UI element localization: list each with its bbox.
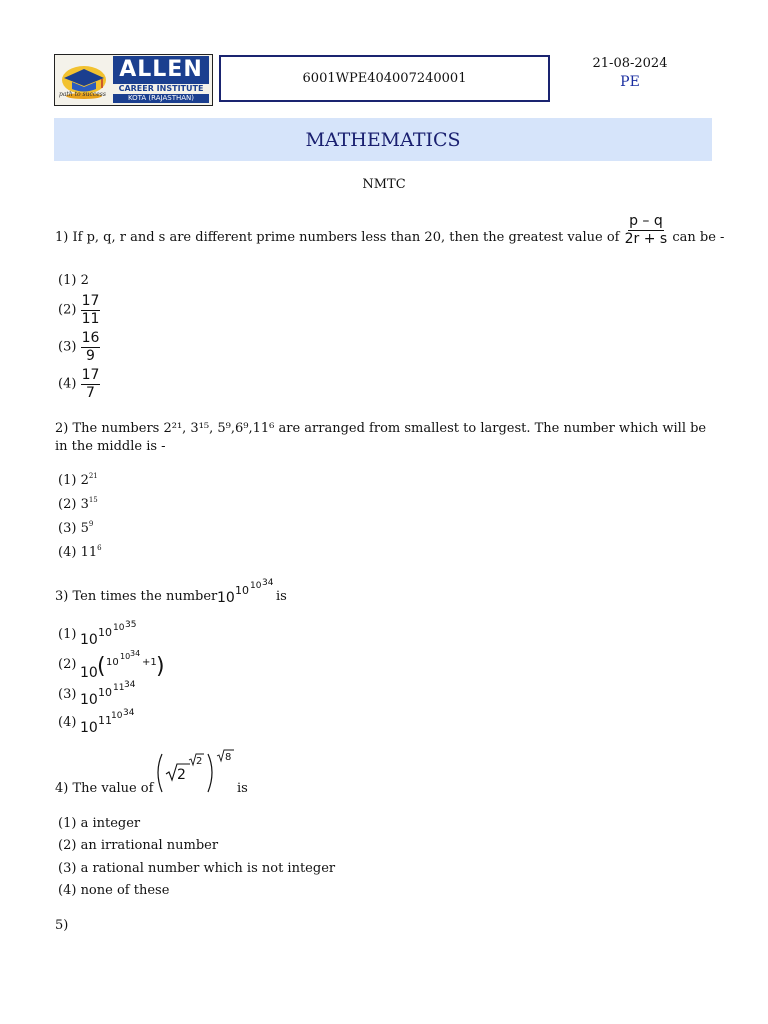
option-4 (58, 882, 169, 900)
question-number: 3) (55, 589, 69, 604)
question-text: Ten times the number (72, 589, 218, 604)
logo-brand: ALLEN (113, 56, 209, 84)
question-text-end: is (276, 589, 287, 604)
svg-text:+1: +1 (142, 657, 157, 668)
svg-text:2: 2 (177, 767, 186, 783)
option-label: (2) (58, 657, 77, 672)
institute-logo (54, 54, 213, 106)
fraction-denominator: 11 (81, 311, 100, 327)
option-label: (4) (58, 715, 77, 730)
svg-text:): ) (156, 654, 165, 679)
question-5: 5) (55, 918, 69, 933)
svg-text:10: 10 (80, 720, 98, 736)
question-1 (55, 213, 725, 255)
option-1-expression (80, 618, 140, 648)
logo-tagline: path to success (59, 91, 106, 98)
option-4-expression (80, 706, 140, 736)
question-text-end: can be - (672, 230, 725, 245)
logo-city: KOTA (RAJASTHAN) (113, 94, 209, 103)
option-label: (1) (58, 816, 77, 831)
fraction-numerator: 17 (81, 367, 100, 383)
svg-text:34: 34 (124, 680, 136, 690)
option-label: (3) (58, 339, 77, 355)
question-text: If p, q, r and s are different prime numbers less than 20, then the greatest value of (72, 230, 620, 245)
option-exponent: 9 (88, 520, 94, 528)
svg-text:10: 10 (80, 632, 98, 648)
option-2-expression (80, 647, 170, 681)
svg-text:8: 8 (225, 752, 232, 763)
question-number: 1) (55, 230, 69, 245)
option-4 (58, 367, 100, 402)
question-text-end: is (237, 781, 248, 796)
option-3 (58, 520, 93, 538)
svg-text:10: 10 (235, 584, 249, 597)
option-label: (2) (58, 838, 77, 853)
option-label: (4) (58, 545, 77, 560)
option-1 (58, 272, 89, 290)
option-1 (58, 815, 140, 833)
fraction-denominator: 2r + s (624, 231, 668, 247)
svg-text:10: 10 (98, 626, 112, 639)
option-text: a rational number which is not integer (80, 861, 336, 876)
logo-subtitle: CAREER INSTITUTE (118, 84, 204, 93)
option-base: 5 (80, 521, 89, 536)
fraction-numerator: 16 (81, 330, 100, 346)
option-label: (4) (58, 883, 77, 898)
svg-text:11: 11 (113, 683, 125, 693)
option-exponent: 15 (88, 496, 98, 504)
option-label: (2) (58, 302, 77, 318)
svg-text:10: 10 (80, 692, 98, 708)
question-text: The value of (72, 781, 154, 796)
option-1 (58, 472, 98, 490)
fraction-denominator: 9 (86, 348, 95, 364)
option-text: an irrational number (80, 838, 219, 853)
question-text: The numbers 2²¹, 3¹⁵, 5⁹,6⁹,11⁶ are arranged from smallest to largest. The number which will be in the middle is - (55, 421, 707, 454)
svg-text:34: 34 (262, 578, 274, 588)
fraction-numerator: p – q (629, 213, 663, 229)
option-base: 3 (80, 497, 89, 512)
svg-text:34: 34 (123, 708, 135, 718)
fraction (81, 293, 101, 328)
svg-text:10: 10 (250, 581, 262, 591)
svg-text:(: ( (97, 654, 106, 679)
sqrt-power-expression (152, 748, 238, 798)
svg-text:2: 2 (196, 756, 203, 767)
option-2 (58, 293, 100, 328)
fraction (81, 367, 101, 402)
option-base: 2 (80, 473, 89, 488)
option-label: (4) (58, 376, 77, 392)
option-4 (58, 544, 102, 562)
option-3 (58, 330, 100, 365)
svg-text:10: 10 (111, 711, 123, 721)
svg-text:10: 10 (98, 686, 112, 699)
svg-text:11: 11 (98, 714, 112, 727)
svg-text:10: 10 (106, 657, 119, 668)
option-text: none of these (80, 883, 170, 898)
svg-text:10: 10 (217, 590, 235, 606)
option-3-expression (80, 678, 140, 708)
power-tower-expression (217, 578, 277, 606)
section-title: NMTC (362, 177, 406, 192)
fraction (81, 330, 101, 365)
svg-text:10: 10 (80, 665, 98, 681)
question-3 (55, 588, 217, 606)
fraction-denominator: 7 (86, 385, 95, 401)
svg-text:35: 35 (125, 620, 137, 630)
fraction (624, 213, 669, 248)
option-3 (58, 860, 335, 878)
option-label: (3) (58, 861, 77, 876)
option-label: (1) (58, 473, 77, 488)
subject-heading: MATHEMATICS (54, 118, 712, 161)
option-value: 2 (80, 273, 89, 288)
option-label: (1) (58, 627, 77, 642)
option-2 (58, 837, 218, 855)
question-4 (55, 780, 153, 798)
question-number: 4) (55, 781, 69, 796)
question-2 (55, 420, 715, 456)
option-base: 11 (80, 545, 98, 560)
option-label: (1) (58, 273, 77, 288)
option-label: (3) (58, 521, 77, 536)
exam-date: 21-08-2024 (592, 56, 668, 71)
svg-text:10: 10 (113, 623, 125, 633)
paper-code: 6001WPE404007240001 (219, 55, 550, 102)
option-label: (2) (58, 497, 77, 512)
svg-text:34: 34 (130, 649, 141, 658)
option-2 (58, 496, 98, 514)
option-label: (3) (58, 687, 77, 702)
option-exponent: 21 (88, 472, 98, 480)
question-number: 2) (55, 421, 69, 436)
svg-text:10: 10 (120, 652, 131, 661)
fraction-numerator: 17 (81, 293, 100, 309)
option-exponent: 6 (97, 544, 102, 552)
exam-type: PE (620, 74, 640, 90)
option-text: a integer (80, 816, 141, 831)
